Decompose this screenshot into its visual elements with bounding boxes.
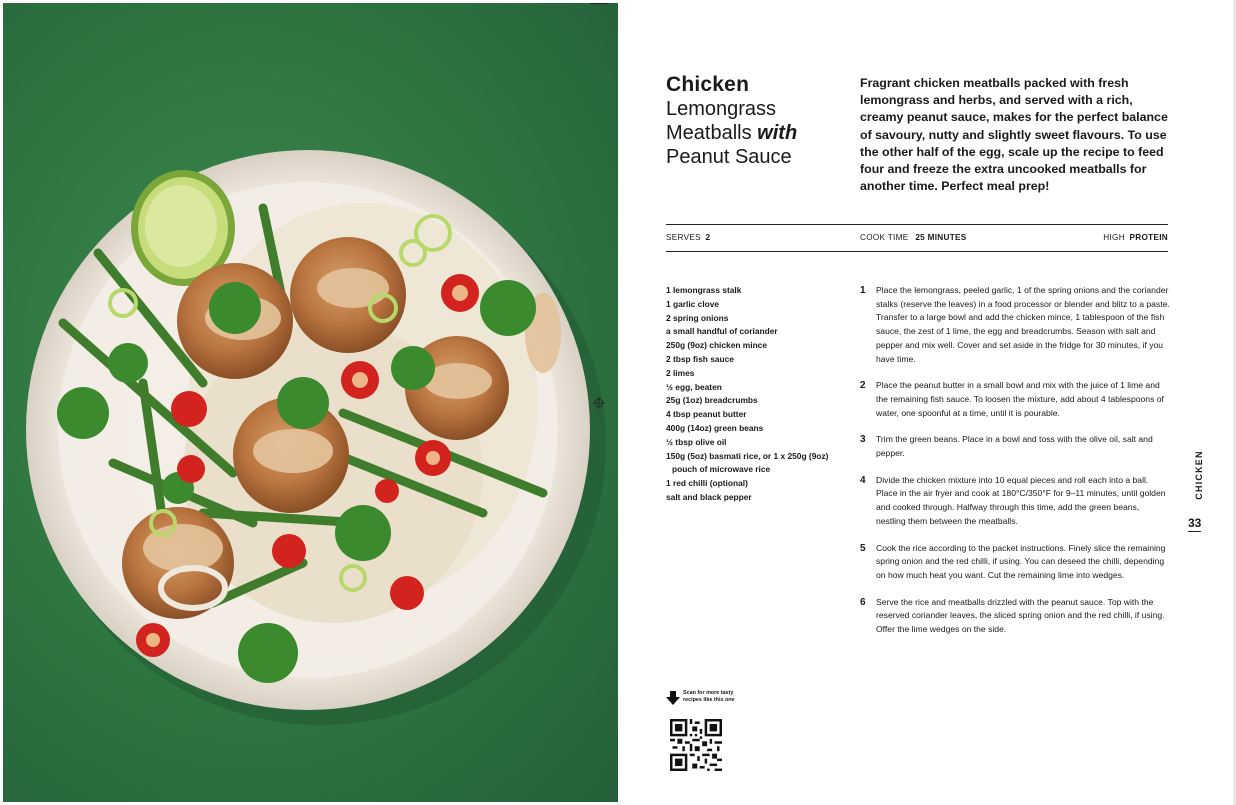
ingredient-item: 150g (5oz) basmati rice, or 1 x 250g (9oz) xyxy=(666,450,829,461)
arrow-down-icon xyxy=(666,691,680,705)
page-number: 33 xyxy=(1188,516,1202,530)
high-protein-info xyxy=(1103,225,1168,251)
step-number: 3 xyxy=(860,434,866,446)
method-step xyxy=(860,379,1170,420)
ingredient-item: 2 limes xyxy=(666,367,695,378)
step-text: Cook the rice according to the packet instructions. Finely slice the remaining spring onion and the red chilli, if using. You can deseed the chilli, depending on how much heat you want. Cut the remaining lime into wedges. xyxy=(876,542,1166,580)
ingredient-item: 4 tbsp peanut butter xyxy=(666,409,747,420)
ingredient-item: 250g (9oz) chicken mince xyxy=(666,340,768,351)
title-line-4: Peanut Sauce xyxy=(666,146,792,168)
qr-code-icon[interactable] xyxy=(670,719,722,771)
ingredient-item: 1 red chilli (optional) xyxy=(666,478,748,489)
step-number: 1 xyxy=(860,285,866,296)
step-number: 6 xyxy=(860,596,866,608)
ingredient-item: 2 tbsp fish sauce xyxy=(666,353,734,364)
ingredient-item: pouch of microwave rice xyxy=(672,464,771,475)
protein-value: PROTEIN xyxy=(1129,233,1168,242)
step-number: 5 xyxy=(860,542,866,554)
title-with: with xyxy=(757,122,798,144)
ingredients-list xyxy=(666,284,846,505)
cook-time-label: COOK TIME xyxy=(860,233,909,242)
ingredient-item: ½ tbsp olive oil xyxy=(666,436,727,447)
ingredient-item: a small handful of coriander xyxy=(666,326,778,337)
recipe-title xyxy=(666,73,846,169)
step-text: Divide the chicken mixture into 10 equal pieces and roll each into a ball. Place in the air fryer and cook at 180°C/350°F for 9–11 minutes, until golden and cooked through. Halfway through this time, add the green beans, nestling them between the meatballs. xyxy=(876,474,1166,526)
title-line-1: Chicken xyxy=(666,73,750,96)
method-step xyxy=(860,474,1170,529)
ingredient-item: salt and black pepper xyxy=(666,491,752,502)
section-tab xyxy=(1192,443,1206,513)
serves-value: 2 xyxy=(705,233,711,242)
step-text: Place the lemongrass, peeled garlic, 1 of the spring onions and the coriander stalks (reserve the leaves) in a food processor or blender and blitz to a paste. Transfer to a large bowl and add the chicken mince, 1 tablespoon of the fish sauce, the zest of 1 lime, the egg and breadcrumbs. Season with salt and pepper and mix well. Cover and set aside in the fridge for 30 minutes, if you have time. xyxy=(876,285,1170,364)
crop-mark-left xyxy=(590,3,608,4)
method-step xyxy=(860,433,1170,460)
serves-info xyxy=(666,225,710,251)
meatball-dish-illustration xyxy=(3,3,618,802)
cook-time-info xyxy=(860,225,967,251)
ingredient-item: 1 garlic clove xyxy=(666,298,720,309)
high-label: HIGH xyxy=(1103,233,1125,242)
method-steps xyxy=(860,284,1170,650)
step-number: 2 xyxy=(860,380,866,392)
section-label: CHICKEN xyxy=(1194,450,1204,500)
step-number: 4 xyxy=(860,474,866,486)
cook-time-value: 25 MINUTES xyxy=(915,233,967,242)
method-step xyxy=(860,284,1170,366)
serves-label: SERVES xyxy=(666,233,701,242)
step-text: Trim the green beans. Place in a bowl and toss with the olive oil, salt and pepper. xyxy=(876,434,1153,459)
ingredient-item: 1 lemongrass stalk xyxy=(666,285,742,295)
title-meatballs: Meatballs xyxy=(666,122,752,144)
ingredient-item: 400g (14oz) green beans xyxy=(666,422,764,433)
recipe-page xyxy=(618,3,1233,802)
ingredient-item: 2 spring onions xyxy=(666,312,729,323)
title-line-3 xyxy=(666,121,846,145)
method-step xyxy=(860,542,1170,583)
method-step xyxy=(860,596,1170,637)
ingredient-item: ½ egg, beaten xyxy=(666,381,722,392)
recipe-meta-bar xyxy=(666,224,1168,252)
title-line-2: Lemongrass xyxy=(666,98,777,120)
step-text: Place the peanut butter in a small bowl and mix with the juice of 1 lime and the remaining fish sauce. To loosen the mixture, add about 4 tablespoons of water, one spoonful at a time, until it is pourable. xyxy=(876,380,1164,418)
scan-text: Scan for more tasty recipes like this one xyxy=(683,690,735,704)
registration-mark-icon xyxy=(593,397,605,409)
food-photo xyxy=(3,3,618,802)
recipe-intro: Fragrant chicken meatballs packed with fresh lemongrass and herbs, and served with a rich, creamy peanut sauce, makes for the perfect balance of savoury, nutty and slightly sweet flavours. To use the other half of the egg, scale up the recipe to feed four and freeze the extra uncooked meatballs for another time. Perfect meal prep! xyxy=(860,76,1168,194)
ingredient-item: 25g (1oz) breadcrumbs xyxy=(666,395,758,406)
step-text: Serve the rice and meatballs drizzled with the peanut sauce. Top with the reserved coriander leaves, the sliced spring onion and the red chilli, if using. Offer the lime wedges on the side. xyxy=(876,596,1165,635)
